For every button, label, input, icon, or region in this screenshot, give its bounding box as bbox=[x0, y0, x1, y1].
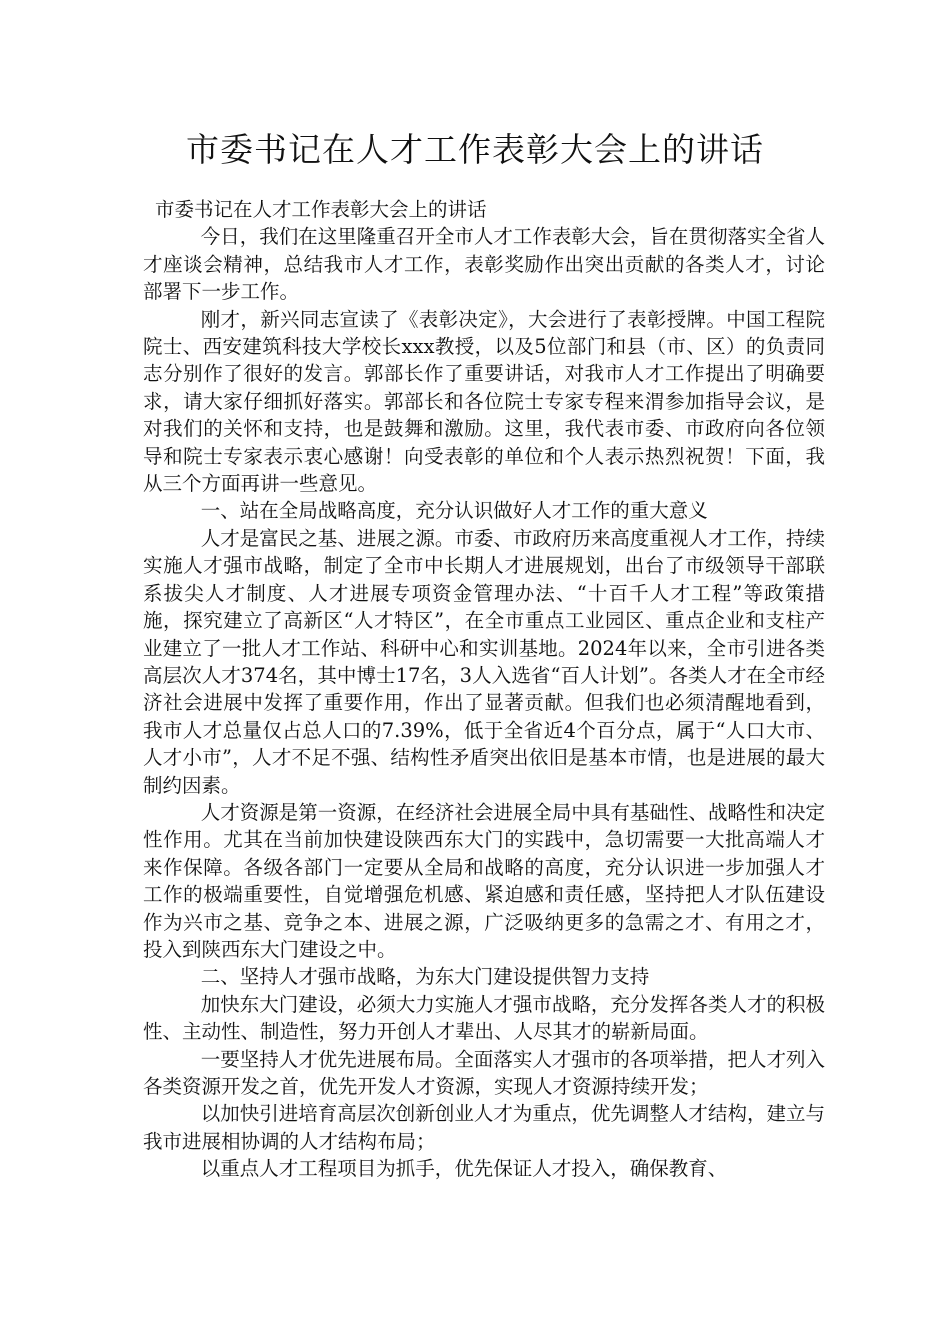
paragraph-priority-1: 一要坚持人才优先进展布局。全面落实人才强市的各项举措，把人才列入各类资源开发之首，优先开发人才资源，实现人才资源持续开发； bbox=[143, 1047, 825, 1098]
paragraph-opening: 今日，我们在这里隆重召开全市人才工作表彰大会，旨在贯彻落实全省人才座谈会精神，总结我市人才工作，表彰奖励作出突出贡献的各类人才，讨论部署下一步工作。 bbox=[143, 225, 825, 304]
paragraph-priority-2: 以加快引进培育高层次创新创业人才为重点，优先调整人才结构，建立与我市进展相协调的人才结构布局； bbox=[143, 1102, 825, 1153]
section-heading-1: 一、站在全局战略高度，充分认识做好人才工作的重大意义 bbox=[200, 499, 708, 523]
paragraph-priority-3: 以重点人才工程项目为抓手，优先保证人才投入，确保教育、 bbox=[200, 1157, 728, 1181]
paragraph-strategy: 加快东大门建设，必须大力实施人才强市战略，充分发挥各类人才的积极性、主动性、制造性，努力开创人才辈出、人尽其才的崭新局面。 bbox=[143, 992, 825, 1044]
section-heading-2: 二、坚持人才强市战略，为东大门建设提供智力支持 bbox=[200, 965, 650, 989]
paragraph-talent-foundation: 人才是富民之基、进展之源。市委、市政府历来高度重视人才工作，持续实施人才强市战略，制定了全市中长期人才进展规划，出台了市级领导干部联系拔尖人才制度、人才进展专项资金管理办法、“十百千人才工程”等政策措施，探究建立了高新区“人才特区”，在全市重点工业园区、重点企业和支柱产业建立了一批人才工作站、科研中心和实训基地。2024年以来，全市引进各类高层次人才374名，其中博士17名，3人入选省“百人计划”。各类人才在全市经济社会进展中发挥了重要作用，作出了显著贡献。但我们也必须清醒地看到，我市人才总量仅占总人口的7.39%，低于全省近4个百分点，属于“人口大市、人才小市”，人才不足不强、结构性矛盾突出依旧是基本市情，也是进展的最大制约因素。 bbox=[143, 526, 825, 797]
document-subtitle: 市委书记在人才工作表彰大会上的讲话 bbox=[155, 198, 487, 221]
document-title: 市委书记在人才工作表彰大会上的讲话 bbox=[186, 130, 764, 169]
document-body bbox=[143, 196, 825, 1183]
paragraph-talent-resource: 人才资源是第一资源，在经济社会进展全局中具有基础性、战略性和决定性作用。尤其在当前加快建设陕西东大门的实践中，急切需要一大批高端人才来作保障。各级各部门一定要从全局和战略的高度，充分认识进一步加强人才工作的极端重要性，自觉增强危机感、紧迫感和责任感，坚持把人才队伍建设作为兴市之基、竞争之本、进展之源，广泛吸纳更多的急需之才、有用之才，投入到陕西东大门建设之中。 bbox=[143, 800, 825, 961]
paragraph-acknowledgement: 刚才，新兴同志宣读了《表彰决定》，大会进行了表彰授牌。中国工程院院士、西安建筑科技大学校长xxx教授，以及5位部门和县（市、区）的负责同志分别作了很好的发言。郭部长作了重要讲话，对我市人才工作提出了明确要求，请大家仔细抓好落实。郭部长和各位院士专家专程来渭参加指导会议，是对我们的关怀和支持，也是鼓舞和激励。这里，我代表市委、市政府向各位领导和院士专家表示衷心感谢！向受表彰的单位和个人表示热烈祝贺！下面，我从三个方面再讲一些意见。 bbox=[143, 307, 825, 496]
